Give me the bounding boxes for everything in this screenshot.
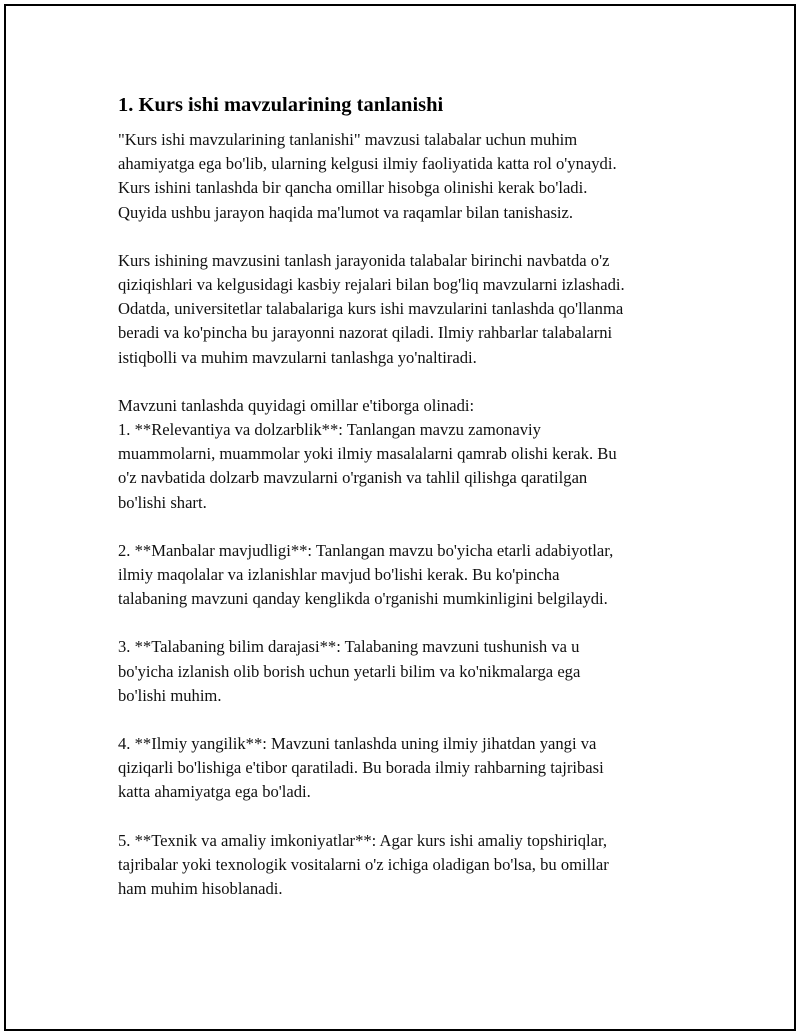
text-line: katta ahamiyatga ega bo'ladi. — [118, 782, 311, 802]
text-line: beradi va ko'pincha bu jarayonni nazorat qiladi. Ilmiy rahbarlar talabalarni — [118, 323, 613, 343]
text-line: 4. **Ilmiy yangilik**: Mavzuni tanlashda uning ilmiy jihatdan yangi va — [118, 734, 597, 754]
text-line: ham muhim hisoblanadi. — [118, 879, 283, 899]
text-line: 1. **Relevantiya va dolzarblik**: Tanlangan mavzu zamonaviy — [118, 420, 541, 440]
text-line: talabaning mavzuni qanday kenglikda o'rganishi mumkinligini belgilaydi. — [118, 589, 608, 609]
paragraph-process — [118, 249, 688, 370]
text-line: ahamiyatga ega bo'lib, ularning kelgusi ilmiy faoliyatida katta rol o'ynaydi. — [118, 154, 617, 174]
text-line: Kurs ishining mavzusini tanlash jarayonida talabalar birinchi navbatda o'z — [118, 250, 610, 270]
text-line: muammolarni, muammolar yoki ilmiy masalalarni qamrab olishi kerak. Bu — [118, 444, 617, 464]
document-title: 1. Kurs ishi mavzularining tanlanishi — [118, 94, 444, 116]
text-line: bo'yicha izlanish olib borish uchun yetarli bilim va ko'nikmalarga ega — [118, 661, 581, 681]
paragraph-factor-1 — [118, 394, 688, 515]
document-content — [118, 92, 688, 925]
text-line: 3. **Talabaning bilim darajasi**: Talabaning mavzuni tushunish va u — [118, 637, 580, 657]
text-line: 5. **Texnik va amaliy imkoniyatlar**: Agar kurs ishi amaliy topshiriqlar, — [118, 830, 607, 850]
text-line: ilmiy maqolalar va izlanishlar mavjud bo'lishi kerak. Bu ko'pincha — [118, 565, 560, 585]
text-line: bo'lishi muhim. — [118, 685, 222, 705]
text-line: o'z navbatida dolzarb mavzularni o'rganish va tahlil qilishga qaratilgan — [118, 468, 588, 488]
text-line: Mavzuni tanlashda quyidagi omillar e'tiborga olinadi: — [118, 395, 475, 415]
text-line: 2. **Manbalar mavjudligi**: Tanlangan mavzu bo'yicha etarli adabiyotlar, — [118, 540, 614, 560]
paragraph-factor-5 — [118, 829, 688, 902]
text-line: bo'lishi shart. — [118, 492, 207, 512]
text-line: istiqbolli va muhim mavzularni tanlashga yo'naltiradi. — [118, 347, 477, 367]
text-line: Kurs ishini tanlashda bir qancha omillar hisobga olinishi kerak bo'ladi. — [118, 178, 588, 198]
text-line: Odatda, universitetlar talabalariga kurs ishi mavzularini tanlashda qo'llanma — [118, 299, 624, 319]
paragraph-factor-2 — [118, 539, 688, 612]
paragraph-intro — [118, 128, 688, 225]
text-line: tajribalar yoki texnologik vositalarni o'z ichiga oladigan bo'lsa, bu omillar — [118, 854, 609, 874]
paragraph-factor-3 — [118, 635, 688, 708]
text-line: "Kurs ishi mavzularining tanlanishi" mavzusi talabalar uchun muhim — [118, 130, 578, 149]
paragraph-factor-4 — [118, 732, 688, 805]
text-line: qiziqarli bo'lishiga e'tibor qaratiladi. Bu borada ilmiy rahbarning tajribasi — [118, 758, 604, 778]
text-line: Quyida ushbu jarayon haqida ma'lumot va raqamlar bilan tanishasiz. — [118, 202, 574, 222]
text-line: qiziqishlari va kelgusidagi kasbiy rejalari bilan bog'liq mavzularni izlashadi. — [118, 275, 625, 295]
